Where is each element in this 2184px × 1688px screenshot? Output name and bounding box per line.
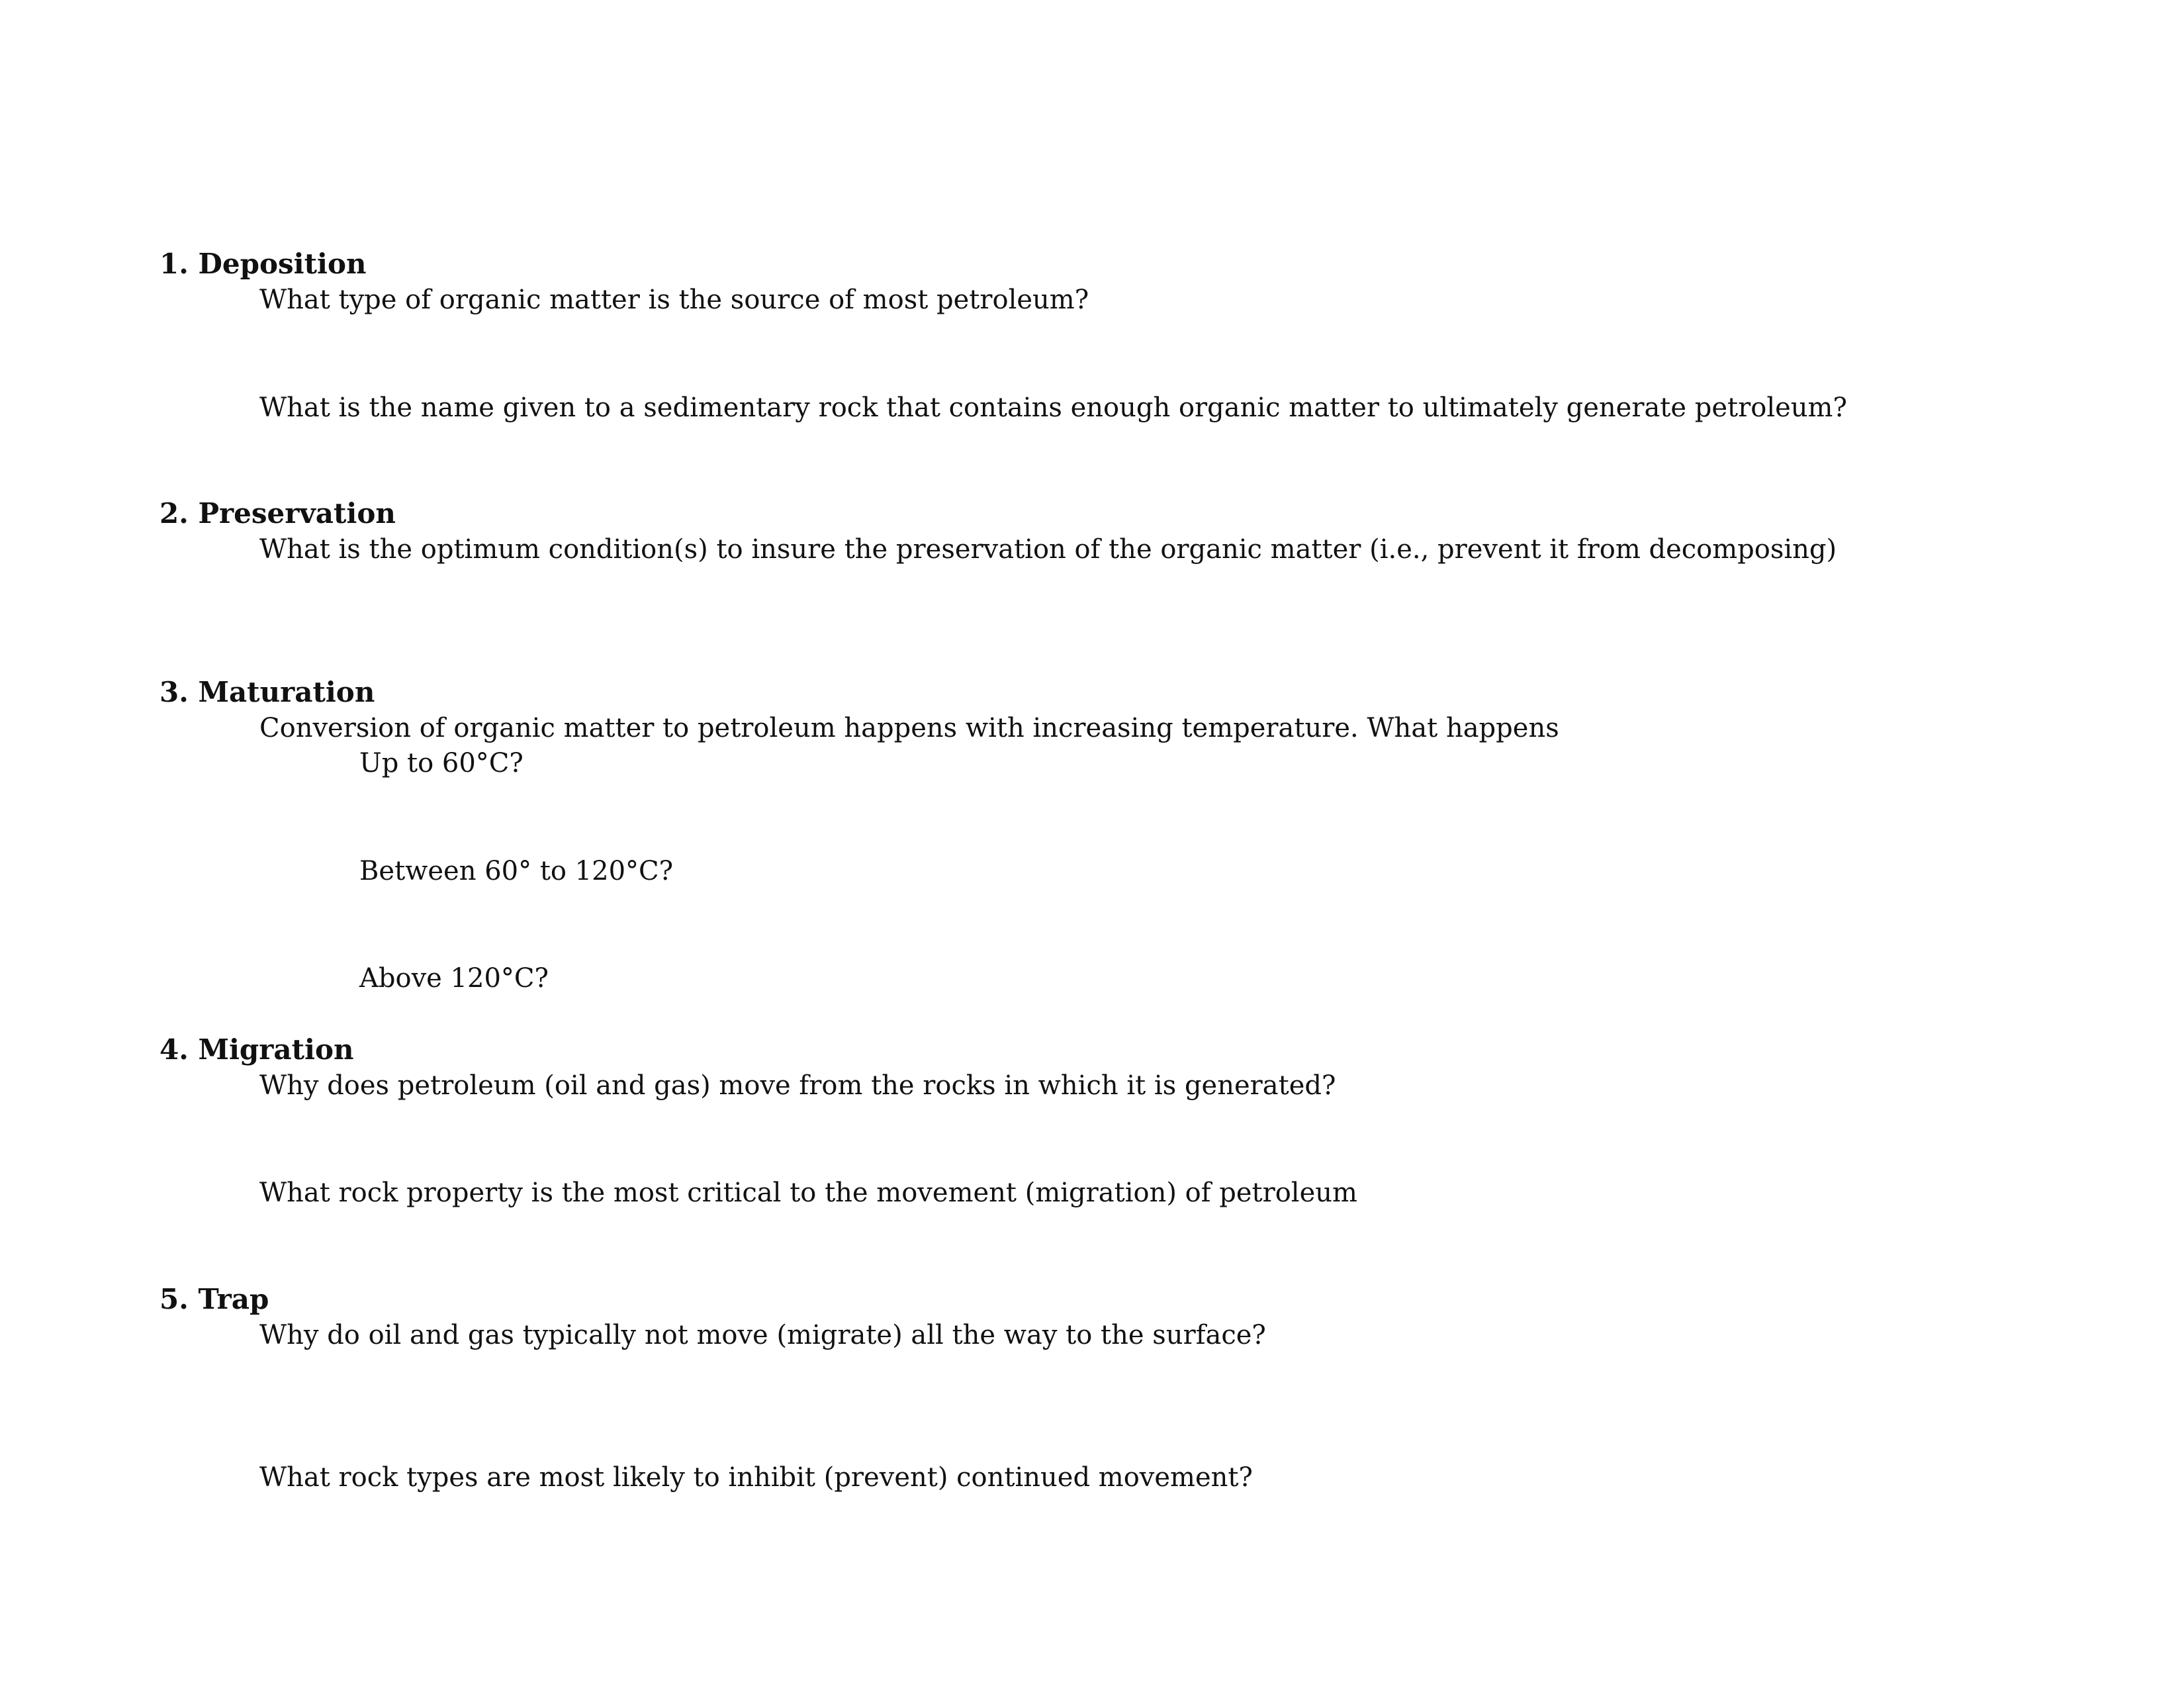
section-heading-migration: 4. Migration — [159, 1033, 354, 1066]
section-heading-trap: 5. Trap — [159, 1283, 269, 1315]
question-preservation-conditions: What is the optimum condition(s) to insure the preservation of the organic matter (i.e., prevent it from decomposing) — [259, 534, 1837, 565]
section-heading-preservation: 2. Preservation — [159, 497, 396, 530]
section-heading-deposition: 1. Deposition — [159, 248, 367, 280]
question-60-to-120c: Between 60° to 120°C? — [359, 856, 674, 886]
question-source-rock-name: What is the name given to a sedimentary rock that contains enough organic matter to ultimately generate petroleum? — [259, 393, 1847, 423]
question-above-120c: Above 120°C? — [359, 963, 549, 994]
maturation-intro: Conversion of organic matter to petroleum happens with increasing temperature. What happens — [259, 713, 1559, 743]
question-critical-rock-property: What rock property is the most critical to the movement (migration) of petroleum — [259, 1178, 1357, 1208]
question-inhibiting-rock-types: What rock types are most likely to inhibit (prevent) continued movement? — [259, 1462, 1253, 1493]
section-heading-maturation: 3. Maturation — [159, 676, 375, 708]
question-up-to-60c: Up to 60°C? — [359, 748, 523, 778]
question-organic-matter-source: What type of organic matter is the source of most petroleum? — [259, 285, 1089, 315]
question-why-not-reach-surface: Why do oil and gas typically not move (migrate) all the way to the surface? — [259, 1320, 1266, 1350]
question-why-petroleum-moves: Why does petroleum (oil and gas) move from the rocks in which it is generated? — [259, 1070, 1336, 1101]
